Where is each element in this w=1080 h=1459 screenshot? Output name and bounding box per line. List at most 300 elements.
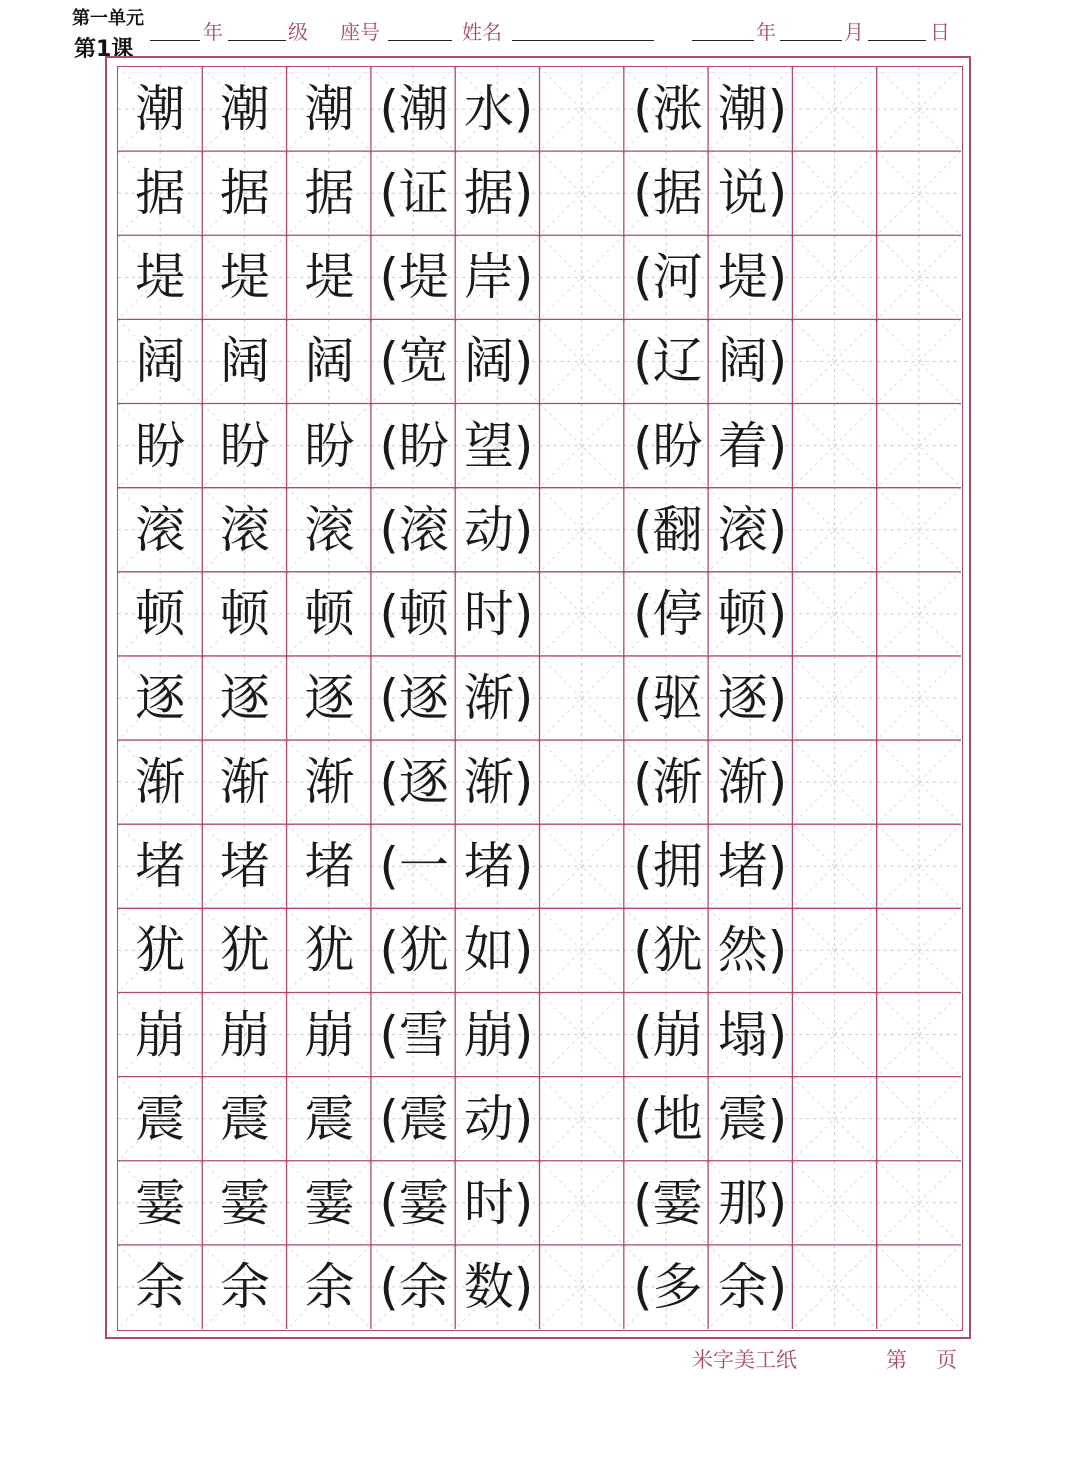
practice-cell xyxy=(710,740,795,824)
blank-line xyxy=(150,40,200,41)
close-paren: ) xyxy=(513,753,534,812)
handwritten-char: 地 xyxy=(652,1089,703,1148)
practice-cell xyxy=(287,656,372,740)
close-paren: ) xyxy=(513,1005,534,1064)
open-paren: ( xyxy=(379,332,399,391)
empty-cell xyxy=(541,404,626,488)
practice-row xyxy=(118,488,962,572)
handwritten-char: 证 xyxy=(398,164,449,223)
handwritten-char: 犹 xyxy=(652,921,703,980)
handwritten-char: 犹 xyxy=(398,921,449,980)
handwritten-char: 震 xyxy=(219,1089,270,1148)
handwritten-char: 滚 xyxy=(717,500,768,559)
empty-cell xyxy=(879,824,964,908)
empty-cell xyxy=(879,235,964,319)
empty-cell xyxy=(879,1245,964,1329)
open-paren: ( xyxy=(633,584,653,643)
practice-cell xyxy=(287,319,372,403)
handwritten-char: 塌 xyxy=(717,1005,768,1064)
handwritten-char: 犹 xyxy=(219,921,270,980)
handwritten-char: 震 xyxy=(135,1089,186,1148)
open-paren: ( xyxy=(379,753,399,812)
practice-cell xyxy=(118,1161,203,1245)
mizi-grid xyxy=(117,66,963,1331)
empty-cell xyxy=(795,67,880,151)
open-paren: ( xyxy=(633,500,653,559)
paper-type-label: 米字美工纸 xyxy=(692,1348,797,1372)
practice-cell xyxy=(626,1077,711,1161)
handwritten-char: 滚 xyxy=(135,500,186,559)
close-paren: ) xyxy=(513,837,534,896)
handwritten-char: 顿 xyxy=(304,584,355,643)
empty-cell xyxy=(541,992,626,1076)
practice-cell xyxy=(710,151,795,235)
practice-row xyxy=(118,235,962,319)
empty-cell xyxy=(541,1161,626,1245)
practice-cell xyxy=(203,319,288,403)
practice-cell xyxy=(203,235,288,319)
close-paren: ) xyxy=(513,1089,534,1148)
handwritten-char: 渐 xyxy=(652,753,703,812)
practice-row xyxy=(118,1161,962,1245)
handwritten-char: 堤 xyxy=(304,248,355,307)
year-blank xyxy=(692,40,754,41)
handwritten-char: 河 xyxy=(652,248,703,307)
open-paren: ( xyxy=(379,416,399,475)
open-paren: ( xyxy=(633,164,653,223)
handwritten-char: 逐 xyxy=(398,668,449,727)
handwritten-char: 堵 xyxy=(219,837,270,896)
close-paren: ) xyxy=(513,921,534,980)
handwritten-char: 滚 xyxy=(304,500,355,559)
handwritten-char: 渐 xyxy=(304,753,355,812)
handwritten-char: 犹 xyxy=(135,921,186,980)
close-paren: ) xyxy=(513,1173,534,1232)
practice-cell xyxy=(372,151,457,235)
empty-cell xyxy=(541,319,626,403)
handwritten-char: 潮 xyxy=(304,80,355,139)
empty-cell xyxy=(541,824,626,908)
handwritten-char: 渐 xyxy=(135,753,186,812)
practice-cell xyxy=(456,404,541,488)
practice-row xyxy=(118,1077,962,1161)
open-paren: ( xyxy=(633,248,653,307)
practice-cell xyxy=(203,151,288,235)
close-paren: ) xyxy=(767,1173,788,1232)
practice-cell xyxy=(456,1161,541,1245)
practice-cell xyxy=(626,151,711,235)
handwritten-char: 逐 xyxy=(304,668,355,727)
handwritten-char: 崩 xyxy=(304,1005,355,1064)
practice-cell xyxy=(710,572,795,656)
close-paren: ) xyxy=(767,164,788,223)
close-paren: ) xyxy=(767,500,788,559)
handwritten-char: 堤 xyxy=(398,248,449,307)
handwritten-char: 宽 xyxy=(398,332,449,391)
empty-cell xyxy=(795,740,880,824)
open-paren: ( xyxy=(379,500,399,559)
handwritten-char: 余 xyxy=(304,1257,355,1316)
handwritten-char: 余 xyxy=(219,1257,270,1316)
handwritten-char: 霎 xyxy=(304,1173,355,1232)
empty-cell xyxy=(879,908,964,992)
practice-cell xyxy=(456,824,541,908)
practice-cell xyxy=(118,740,203,824)
practice-cell xyxy=(456,151,541,235)
open-paren: ( xyxy=(379,164,399,223)
empty-cell xyxy=(879,319,964,403)
practice-cell xyxy=(118,404,203,488)
open-paren: ( xyxy=(379,668,399,727)
handwritten-char: 据 xyxy=(463,164,514,223)
practice-row xyxy=(118,1245,962,1329)
close-paren: ) xyxy=(767,921,788,980)
empty-cell xyxy=(795,908,880,992)
practice-row xyxy=(118,824,962,908)
handwritten-char: 数 xyxy=(463,1257,514,1316)
handwritten-char: 据 xyxy=(219,164,270,223)
handwritten-char: 然 xyxy=(717,921,768,980)
practice-cell xyxy=(287,740,372,824)
empty-cell xyxy=(879,404,964,488)
handwritten-char: 盼 xyxy=(652,416,703,475)
year-label: 年 xyxy=(756,20,776,44)
handwritten-char: 如 xyxy=(463,921,514,980)
handwritten-char: 堵 xyxy=(304,837,355,896)
practice-cell xyxy=(203,1245,288,1329)
practice-cell xyxy=(710,1161,795,1245)
empty-cell xyxy=(879,572,964,656)
name-label: 姓名 xyxy=(462,20,502,44)
handwritten-char: 顿 xyxy=(135,584,186,643)
practice-cell xyxy=(710,488,795,572)
practice-cell xyxy=(203,67,288,151)
practice-cell xyxy=(710,824,795,908)
empty-cell xyxy=(541,235,626,319)
practice-cell xyxy=(372,656,457,740)
handwritten-char: 犹 xyxy=(304,921,355,980)
handwritten-char: 阔 xyxy=(717,332,768,391)
handwritten-char: 余 xyxy=(135,1257,186,1316)
open-paren: ( xyxy=(379,80,399,139)
close-paren: ) xyxy=(767,584,788,643)
open-paren: ( xyxy=(633,1257,653,1316)
handwritten-char: 时 xyxy=(463,1173,514,1232)
open-paren: ( xyxy=(379,584,399,643)
open-paren: ( xyxy=(379,1005,399,1064)
close-paren: ) xyxy=(767,668,788,727)
handwritten-char: 霎 xyxy=(219,1173,270,1232)
empty-cell xyxy=(541,740,626,824)
practice-cell xyxy=(287,488,372,572)
close-paren: ) xyxy=(767,753,788,812)
empty-cell xyxy=(541,1245,626,1329)
empty-cell xyxy=(795,824,880,908)
empty-cell xyxy=(879,656,964,740)
practice-cell xyxy=(203,992,288,1076)
practice-row xyxy=(118,67,962,151)
handwritten-char: 霎 xyxy=(652,1173,703,1232)
handwritten-char: 顿 xyxy=(219,584,270,643)
close-paren: ) xyxy=(767,1089,788,1148)
handwritten-char: 震 xyxy=(398,1089,449,1148)
grade-label: 级 xyxy=(288,20,308,44)
practice-cell xyxy=(287,1161,372,1245)
empty-cell xyxy=(879,740,964,824)
handwritten-char: 阔 xyxy=(463,332,514,391)
empty-cell xyxy=(879,488,964,572)
practice-cell xyxy=(626,992,711,1076)
practice-cell xyxy=(287,404,372,488)
open-paren: ( xyxy=(633,1089,653,1148)
practice-cell xyxy=(372,1245,457,1329)
practice-cell xyxy=(456,67,541,151)
handwritten-char: 说 xyxy=(717,164,768,223)
practice-cell xyxy=(456,908,541,992)
empty-cell xyxy=(795,151,880,235)
close-paren: ) xyxy=(513,332,534,391)
empty-cell xyxy=(795,1161,880,1245)
handwritten-char: 水 xyxy=(463,80,514,139)
practice-cell xyxy=(118,151,203,235)
practice-cell xyxy=(456,235,541,319)
close-paren: ) xyxy=(513,584,534,643)
handwritten-char: 滚 xyxy=(398,500,449,559)
empty-cell xyxy=(795,1077,880,1161)
day-blank xyxy=(868,40,926,41)
empty-cell xyxy=(795,572,880,656)
open-paren: ( xyxy=(633,753,653,812)
handwritten-unit-note: 第一单元 xyxy=(72,8,144,29)
empty-cell xyxy=(541,67,626,151)
handwritten-char: 一 xyxy=(398,837,449,896)
handwritten-char: 霎 xyxy=(398,1173,449,1232)
handwritten-char: 那 xyxy=(717,1173,768,1232)
practice-cell xyxy=(372,992,457,1076)
practice-cell xyxy=(456,1077,541,1161)
handwritten-char: 渐 xyxy=(463,753,514,812)
close-paren: ) xyxy=(767,80,788,139)
handwritten-char: 逐 xyxy=(717,668,768,727)
handwritten-char: 渐 xyxy=(717,753,768,812)
handwritten-char: 堤 xyxy=(135,248,186,307)
open-paren: ( xyxy=(633,332,653,391)
practice-row xyxy=(118,151,962,235)
practice-cell xyxy=(372,824,457,908)
practice-cell xyxy=(118,656,203,740)
practice-cell xyxy=(626,319,711,403)
practice-row xyxy=(118,572,962,656)
practice-cell xyxy=(372,319,457,403)
handwritten-char: 震 xyxy=(304,1089,355,1148)
handwritten-char: 堵 xyxy=(463,837,514,896)
practice-cell xyxy=(118,908,203,992)
practice-cell xyxy=(203,1077,288,1161)
practice-cell xyxy=(203,572,288,656)
grade-year-label: 年 xyxy=(203,20,223,44)
handwritten-char: 潮 xyxy=(717,80,768,139)
practice-cell xyxy=(710,1077,795,1161)
empty-cell xyxy=(541,488,626,572)
practice-cell xyxy=(372,235,457,319)
close-paren: ) xyxy=(513,500,534,559)
handwritten-char: 盼 xyxy=(219,416,270,475)
practice-row xyxy=(118,319,962,403)
close-paren: ) xyxy=(513,164,534,223)
practice-cell xyxy=(287,67,372,151)
open-paren: ( xyxy=(379,248,399,307)
empty-cell xyxy=(879,1077,964,1161)
empty-cell xyxy=(541,1077,626,1161)
practice-cell xyxy=(118,319,203,403)
practice-cell xyxy=(118,992,203,1076)
handwritten-char: 渐 xyxy=(463,668,514,727)
practice-row xyxy=(118,656,962,740)
empty-cell xyxy=(541,656,626,740)
empty-cell xyxy=(879,67,964,151)
practice-row xyxy=(118,740,962,824)
worksheet-header xyxy=(0,0,1080,60)
handwritten-char: 逐 xyxy=(135,668,186,727)
practice-cell xyxy=(626,235,711,319)
practice-cell xyxy=(626,1161,711,1245)
practice-cell xyxy=(203,824,288,908)
practice-cell xyxy=(710,319,795,403)
empty-cell xyxy=(541,151,626,235)
practice-cell xyxy=(287,824,372,908)
practice-cell xyxy=(710,908,795,992)
handwritten-char: 逐 xyxy=(398,753,449,812)
empty-cell xyxy=(541,908,626,992)
empty-cell xyxy=(795,992,880,1076)
practice-cell xyxy=(118,67,203,151)
practice-cell xyxy=(287,1245,372,1329)
handwritten-char: 拥 xyxy=(652,837,703,896)
open-paren: ( xyxy=(379,1173,399,1232)
practice-cell xyxy=(372,908,457,992)
day-label: 日 xyxy=(930,20,950,44)
close-paren: ) xyxy=(767,837,788,896)
practice-cell xyxy=(710,656,795,740)
handwritten-char: 霎 xyxy=(135,1173,186,1232)
practice-cell xyxy=(287,151,372,235)
handwritten-char: 盼 xyxy=(304,416,355,475)
practice-cell xyxy=(203,1161,288,1245)
practice-cell xyxy=(287,572,372,656)
practice-cell xyxy=(456,656,541,740)
empty-cell xyxy=(795,656,880,740)
close-paren: ) xyxy=(513,80,534,139)
handwritten-char: 余 xyxy=(717,1257,768,1316)
open-paren: ( xyxy=(379,1089,399,1148)
handwritten-char: 崩 xyxy=(463,1005,514,1064)
month-blank xyxy=(780,40,842,41)
practice-cell xyxy=(203,656,288,740)
handwritten-char: 动 xyxy=(463,1089,514,1148)
open-paren: ( xyxy=(633,416,653,475)
practice-cell xyxy=(118,1077,203,1161)
close-paren: ) xyxy=(767,332,788,391)
open-paren: ( xyxy=(633,668,653,727)
handwritten-char: 阔 xyxy=(219,332,270,391)
practice-cell xyxy=(287,1077,372,1161)
practice-row xyxy=(118,992,962,1076)
seat-label: 座号 xyxy=(340,20,380,44)
practice-cell xyxy=(203,404,288,488)
handwritten-char: 潮 xyxy=(219,80,270,139)
handwritten-char: 潮 xyxy=(398,80,449,139)
page-suffix-label: 页 xyxy=(936,1348,957,1372)
handwritten-char: 动 xyxy=(463,500,514,559)
seat-blank xyxy=(388,40,452,41)
close-paren: ) xyxy=(513,1257,534,1316)
practice-cell xyxy=(626,1245,711,1329)
open-paren: ( xyxy=(633,1005,653,1064)
practice-cell xyxy=(287,235,372,319)
close-paren: ) xyxy=(767,416,788,475)
practice-cell xyxy=(203,908,288,992)
handwritten-char: 盼 xyxy=(135,416,186,475)
handwritten-char: 岸 xyxy=(463,248,514,307)
practice-cell xyxy=(203,740,288,824)
open-paren: ( xyxy=(379,1257,399,1316)
handwritten-char: 望 xyxy=(463,416,514,475)
practice-cell xyxy=(626,488,711,572)
empty-cell xyxy=(795,235,880,319)
empty-cell xyxy=(879,992,964,1076)
practice-cell xyxy=(626,404,711,488)
handwritten-char: 滚 xyxy=(219,500,270,559)
handwritten-char: 阔 xyxy=(304,332,355,391)
handwritten-char: 顿 xyxy=(717,584,768,643)
name-blank xyxy=(512,40,654,41)
close-paren: ) xyxy=(767,1257,788,1316)
practice-row xyxy=(118,404,962,488)
empty-cell xyxy=(879,151,964,235)
handwritten-char: 涨 xyxy=(652,80,703,139)
practice-cell xyxy=(626,656,711,740)
practice-cell xyxy=(372,67,457,151)
empty-cell xyxy=(541,572,626,656)
handwritten-char: 崩 xyxy=(135,1005,186,1064)
handwritten-char: 震 xyxy=(717,1089,768,1148)
writing-sheet xyxy=(105,56,971,1339)
practice-cell xyxy=(710,235,795,319)
open-paren: ( xyxy=(633,837,653,896)
handwritten-char: 翻 xyxy=(652,500,703,559)
practice-cell xyxy=(287,992,372,1076)
practice-cell xyxy=(118,1245,203,1329)
practice-cell xyxy=(372,740,457,824)
close-paren: ) xyxy=(767,1005,788,1064)
handwritten-char: 堵 xyxy=(135,837,186,896)
handwritten-char: 据 xyxy=(652,164,703,223)
handwritten-char: 据 xyxy=(304,164,355,223)
practice-cell xyxy=(710,67,795,151)
close-paren: ) xyxy=(513,668,534,727)
handwritten-lesson-note: 第1课 xyxy=(74,37,134,62)
practice-cell xyxy=(626,572,711,656)
practice-cell xyxy=(118,488,203,572)
open-paren: ( xyxy=(633,1173,653,1232)
practice-cell xyxy=(626,908,711,992)
practice-cell xyxy=(372,404,457,488)
handwritten-char: 崩 xyxy=(219,1005,270,1064)
empty-cell xyxy=(795,404,880,488)
handwritten-char: 多 xyxy=(652,1257,703,1316)
practice-cell xyxy=(626,824,711,908)
practice-cell xyxy=(203,488,288,572)
